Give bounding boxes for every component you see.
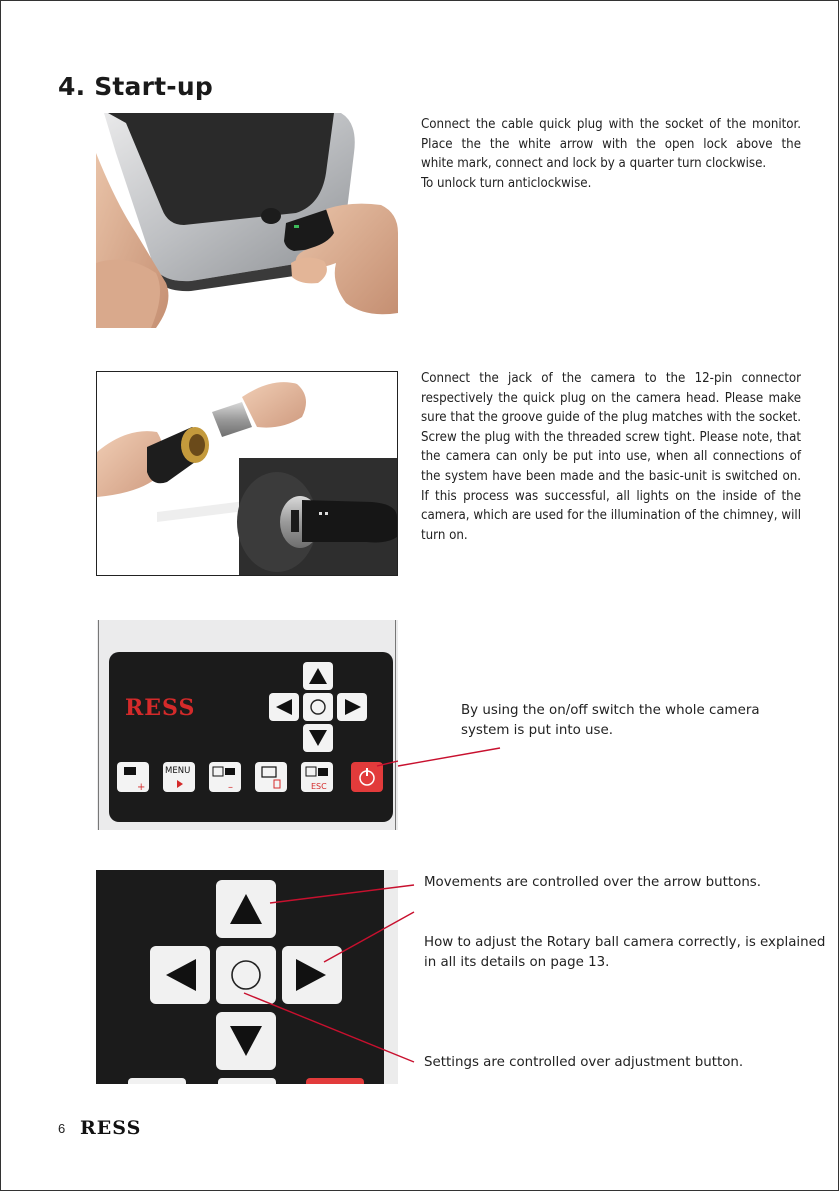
section4-callout-lines xyxy=(230,880,430,1070)
note-rotary-camera xyxy=(424,933,825,973)
note-rotary-line-1: How to adjust the Rotary ball camera correctly, is explained xyxy=(424,935,826,950)
section1-line-4: To unlock turn anticlockwise. xyxy=(421,175,592,191)
section2-text: Connect the jack of the camera to the 12-pin connector respectively the quick plug on the camera head. Please make sure that the groove guide of the plug matches with the socket. Screw the plug with the threaded screw tight. Please note, that the camera can only be put into use, when all connections of the system have been made and the basic-unit is switched on. If this process was successful, all lights on the inside of the camera, which are used for the illumination of the chimney, will turn on. xyxy=(421,371,801,543)
page-number: 6 xyxy=(58,1121,66,1136)
section3-note xyxy=(461,701,760,741)
section1-text xyxy=(421,115,801,193)
section3-note-line-1: By using the on/off switch the whole camera xyxy=(461,703,760,718)
footer-brand-text: RESS xyxy=(80,1117,142,1138)
section3-note-line-2: system is put into use. xyxy=(461,723,613,738)
power-callout-line xyxy=(396,740,506,770)
keypad-photo xyxy=(97,620,398,830)
keypad-brand-logo: RESS xyxy=(125,695,196,721)
note-arrow-buttons: Movements are controlled over the arrow buttons. xyxy=(424,875,762,890)
keypad-minus-label: – xyxy=(228,782,233,793)
footer-brand-logo xyxy=(80,1116,170,1143)
section1-line-1: Connect the cable quick plug with the socket of the monitor. xyxy=(421,117,801,132)
note-adjustment-button: Settings are controlled over adjustment button. xyxy=(424,1055,744,1070)
camera-jack-photo xyxy=(96,371,398,576)
keypad-plus-label: + xyxy=(137,782,146,793)
note-rotary-line-2: in all its details on page 13. xyxy=(424,955,610,970)
monitor-plug-photo xyxy=(96,113,398,328)
section1-line-3: white mark, connect and lock by a quarter turn clockwise. xyxy=(421,156,767,172)
page-title: 4. Start-up xyxy=(58,72,213,101)
section1-line-2: Place the the white arrow with the open lock above the xyxy=(421,136,801,152)
keypad-menu-label: MENU xyxy=(165,766,191,776)
keypad-esc-label: ESC xyxy=(311,782,327,791)
